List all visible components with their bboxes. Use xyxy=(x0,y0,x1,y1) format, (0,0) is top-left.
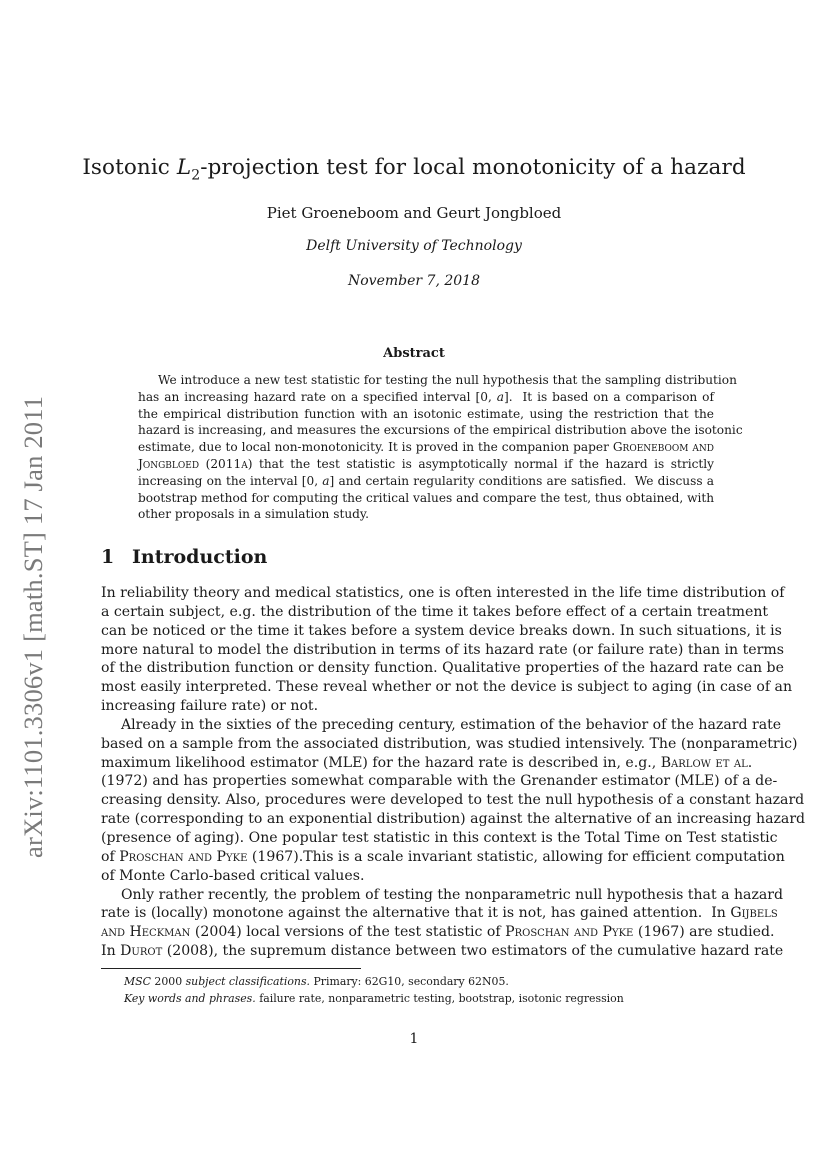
body-line: more natural to model the distribution in terms of its hazard rate (or failure rate) than in terms xyxy=(101,641,784,658)
body-line: most easily interpreted. These reveal whether or not the device is subject to aging (in case of an xyxy=(101,679,793,696)
body-line: can be noticed or the time it takes before a system device breaks down. In such situations, it is xyxy=(101,622,782,639)
body-line: and Heckman (2004) local versions of the test statistic of Proschan and Pyke (1967) are studied. xyxy=(101,924,775,941)
body-line: (presence of aging). One popular test statistic in this context is the Total Time on Test statistic xyxy=(101,829,778,846)
abstract-line: We introduce a new test statistic for testing the null hypothesis that the sampling distribution xyxy=(158,373,737,387)
body-line: maximum likelihood estimator (MLE) for the hazard rate is described in, e.g., Barlow et al. xyxy=(101,754,753,771)
affiliation: Delft University of Technology xyxy=(306,238,522,254)
body-line: of Monte Carlo-based critical values. xyxy=(101,867,365,884)
date: November 7, 2018 xyxy=(348,273,480,289)
abstract-line: other proposals in a simulation study. xyxy=(138,507,370,522)
body-line: Only rather recently, the problem of testing the nonparametric null hypothesis that a hazard xyxy=(121,886,784,903)
body-line: of Proschan and Pyke (1967).This is a scale invariant statistic, allowing for efficient computation xyxy=(101,848,785,865)
body-line: In Durot (2008), the supremum distance between two estimators of the cumulative hazard rate xyxy=(101,943,784,960)
body-line: (1972) and has properties somewhat comparable with the Grenander estimator (MLE) of a de- xyxy=(101,773,778,790)
abstract-heading: Abstract xyxy=(383,346,445,361)
abstract-line: increasing on the interval [0, a] and certain regularity conditions are satisfied. We discuss a xyxy=(138,473,714,488)
abstract xyxy=(138,372,743,523)
authors: Piet Groeneboom and Geurt Jongbloed xyxy=(266,204,562,222)
abstract-line: hazard is increasing, and measures the excursions of the empirical distribution above the isotonic xyxy=(138,423,743,438)
body-line: rate is (locally) monotone against the alternative that it is not, has gained attention. In Gijbels xyxy=(101,905,778,922)
body-line: Already in the sixties of the preceding century, estimation of the behavior of the hazard rate xyxy=(121,716,782,733)
abstract-line: estimate, due to local non-monotonicity. It is proved in the companion paper Groeneboom and xyxy=(138,440,714,455)
abstract-line: has an increasing hazard rate on a specified interval [0, a]. It is based on a comparison of xyxy=(138,389,714,404)
abstract-line: the empirical distribution function with an isotonic estimate, using the restriction that the xyxy=(138,406,714,421)
footnotes xyxy=(124,973,624,1007)
page-number: 1 xyxy=(409,1031,419,1047)
section-heading xyxy=(101,546,267,568)
section-title: Introduction xyxy=(132,546,268,568)
body-line: based on a sample from the associated distribution, was studied intensively. The (nonparametric) xyxy=(101,735,798,752)
arxiv-stamp: arXiv:1101.3306v1 [math.ST] 17 Jan 2011 xyxy=(18,395,48,858)
body-line: creasing density. Also, procedures were developed to test the null hypothesis of a constant hazard xyxy=(101,792,805,809)
abstract-line: bootstrap method for computing the critical values and compare the test, thus obtained, with xyxy=(138,490,715,505)
paper-title: Isotonic $L_2$-projection test for local monotonicity of a hazard xyxy=(82,155,746,184)
section-number: 1 xyxy=(101,546,115,568)
body-line: of the distribution function or density function. Qualitative properties of the hazard rate can be xyxy=(101,660,784,677)
body-line: increasing failure rate) or not. xyxy=(101,698,319,715)
footnote-msc: MSC 2000 subject classifications. Primary: 62G10, secondary 62N05. xyxy=(124,975,509,988)
footnote-rule xyxy=(101,968,361,969)
abstract-line: Jongbloed (2011a) that the test statistic is asymptotically normal if the hazard is strictly xyxy=(138,456,714,471)
footnote-keywords: Key words and phrases. failure rate, nonparametric testing, bootstrap, isotonic regression xyxy=(124,992,624,1005)
body-line: rate (corresponding to an exponential distribution) against the alternative of an increasing hazard xyxy=(101,811,806,828)
body-line: a certain subject, e.g. the distribution of the time it takes before effect of a certain treatment xyxy=(101,603,769,620)
body-line: In reliability theory and medical statistics, one is often interested in the life time distribution of xyxy=(101,585,785,601)
body-text xyxy=(101,584,806,961)
